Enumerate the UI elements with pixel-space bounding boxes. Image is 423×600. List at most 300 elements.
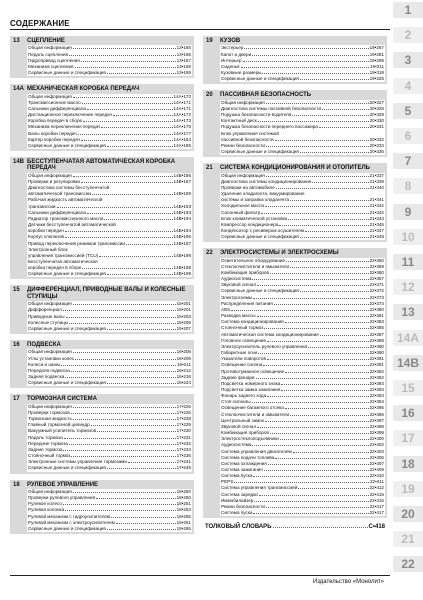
chapter-tab[interactable]: 4 [393,78,423,94]
entry-page-number: 21•342 [369,209,384,215]
entry-page-number: 22•392 [369,374,384,380]
entry-label: Диагностика системы кондиционирования [221,178,312,184]
section-heading [13,395,192,402]
dot-leader [111,517,176,518]
chapter-tab[interactable]: 12 [393,279,423,295]
entry-page-number: 22•393 [369,393,384,399]
chapter-tab[interactable]: 9 [393,204,423,220]
dot-leader [285,408,369,409]
chapter-tab[interactable]: 11 [393,254,423,270]
entry-page-number: 17•231 [176,434,191,440]
entry-page-number: 22•367 [369,276,384,282]
entry-label: Комбинация приборов [221,270,269,275]
dot-leader [285,322,369,323]
entry-label: Углы установки колес [28,355,75,361]
dot-leader [312,182,368,183]
entry-label: Сервисные данные и спецификация [28,325,106,331]
section-number: 20 [206,92,213,99]
dot-leader [92,194,173,195]
entry-label: Радиатор трансмиссионного масла [28,215,104,221]
toc-column-left [10,36,194,571]
glossary-entry[interactable] [203,524,387,530]
dot-leader [273,527,368,528]
entry-page-number: 13•167 [176,57,191,63]
entry-label: Подушка безопасности переднего пассажира [221,124,318,130]
dot-leader [288,219,369,220]
section-entries [27,45,192,76]
entry-page-number: 13•169 [176,70,191,76]
entry-label: Сиденья [221,63,240,69]
entry-label: коробки передач [28,228,64,234]
entry-page-number: 21•343 [369,215,384,221]
toc-section [10,340,194,388]
dot-leader [63,450,175,451]
dot-leader [107,329,176,330]
entry-label: Вакуумный усилитель тормозов [28,428,97,434]
entry-page-number: 14A•185 [173,142,191,148]
entry-label: Картер коробки передач [28,136,80,142]
dot-leader [308,347,369,348]
dot-leader [234,482,369,483]
entry-label: Ремни безопасности [221,503,265,509]
entry-label: Подсветка замка зажигания [221,386,281,392]
section-entries [27,404,192,472]
entry-page-number: 22•392 [369,368,384,374]
dot-leader [280,439,369,440]
dot-leader [107,73,176,74]
entry-label: Сервисные данные и спецификация [28,142,106,148]
chapter-tab[interactable]: 1 [393,2,423,18]
entry-page-number: 22•410 [369,473,384,479]
dot-leader [99,256,172,257]
section-number: 22 [206,250,213,257]
entry-page-number: 17•230 [176,428,191,434]
entry-label: Освещение багажного отсека [221,405,284,411]
entry-label: Звуковой сигнал [221,423,257,429]
toc-section [10,84,194,151]
entry-label: Головное освещение [221,337,267,343]
toc-entry[interactable] [28,526,191,532]
entry-page-number: 22•360 [369,270,384,275]
glossary-label: ТОЛКОВЫЙ СЛОВАРЬ [205,524,272,531]
entry-label: Стояночный тормоз [28,453,71,459]
entry-label: Гидропривод сцепления [28,57,80,63]
entry-label: Сервисные данные и спецификация [28,271,106,277]
chapter-tab[interactable]: 22 [393,556,423,572]
dot-leader [257,316,369,317]
entry-page-number: 21•341 [369,197,384,203]
entry-page-number: 22•359 [369,263,384,269]
entry-page-number: 22•381 [369,313,384,319]
dot-leader [63,504,176,505]
entry-page-number: 20•330 [369,118,384,124]
dot-leader [116,523,176,524]
entry-page-number: 15•205 [176,319,191,325]
toc-entry[interactable] [221,76,384,82]
entry-label: Стеклоочистители и омыватели [221,263,290,269]
entry-page-number: 14B•193 [173,209,191,215]
entry-page-number: 14B•199 [173,271,191,277]
entry-page-number: 22•402 [369,442,384,448]
entry-label: Габаритные огни [221,350,258,356]
entry-label: Колесные ступицы [28,319,69,325]
entry-label: Сервисные данные и спецификация [221,288,299,294]
entry-label: Проверки рулевого управления [28,495,96,501]
entry-label: Подушка безопасности водителя [221,112,292,118]
dot-leader [298,488,368,489]
dot-leader [73,304,176,305]
toc-section [10,285,194,334]
dot-leader [66,317,176,318]
section-number: 14B [13,159,25,165]
entry-page-number: 22•390 [369,350,384,356]
entry-page-number: 17•249 [176,465,191,471]
toc-section [10,480,194,535]
section-entries [27,349,192,386]
toc-section [10,394,194,473]
dot-leader [252,402,369,403]
dot-leader [259,495,369,496]
entry-label: Центральный замок [221,417,264,423]
chapter-tab[interactable]: 20 [393,506,423,522]
dot-leader [290,200,369,201]
entry-label: Общая информация [28,403,72,409]
section-entries [27,301,192,332]
entry-label: Указатели поворотов [221,356,266,362]
chapter-tab[interactable]: 5 [393,103,423,119]
dot-leader [261,213,368,214]
entry-label: Рулевой механизм с гидроусилителем [28,513,111,519]
toc-entry[interactable] [28,70,191,76]
dot-leader [71,413,176,414]
section-title: БЕССТУПЕНЧАТАЯ АВТОМАТИЧЕСКАЯ КОРОБКА ПЕРЕДАЧ [27,159,176,172]
entry-label: Аудиосистема [221,276,252,282]
chapter-tab[interactable]: 6 [393,128,423,144]
table-of-contents [10,36,387,571]
dot-leader [126,244,173,245]
entry-page-number: 22•385 [369,325,384,331]
dot-leader [96,498,176,499]
entry-label: Система зажигания [221,467,263,472]
dot-leader [300,79,369,80]
dot-leader [267,359,369,360]
entry-label: Фонарь заднего хода [221,393,267,399]
entry-page-number: 20•336 [369,149,384,154]
toc-column-right [203,36,387,571]
dot-leader [252,445,368,446]
dot-leader [65,377,175,378]
section-heading [206,91,385,98]
entry-label: Стеклоочистители и омыватели [221,411,290,417]
entry-page-number: 14B•198 [173,265,191,271]
toc-entry[interactable] [221,234,384,240]
dot-leader [253,298,368,299]
entry-label: Рулевая колонка [28,507,65,513]
section-entries [220,258,385,517]
entry-label: пассивной безопасности [221,136,274,142]
toc-entry[interactable] [28,326,191,332]
entry-page-number: 22•372 [369,288,384,294]
entry-page-number: 13•165 [176,51,191,57]
chapter-tab[interactable]: 18 [393,456,423,472]
entry-label: Система управления трансмиссией [221,485,298,491]
toc-entry[interactable] [28,465,191,471]
entry-page-number: 14B•187 [173,178,191,184]
dot-leader [75,359,175,360]
section-number: 16 [13,342,20,349]
section-number: 13 [13,38,20,44]
entry-label: Проверки на автомобиле [221,184,275,190]
page-header [10,14,390,30]
entry-page-number: 14A•171 [173,105,191,111]
dot-leader [107,468,176,469]
chapter-tab[interactable]: 2 [393,27,423,43]
entry-label: Удаление хладагента, вакуумирование [221,191,305,197]
entry-label: Педаль тормоза [28,434,63,440]
entry-page-number: 18•253 [176,507,191,513]
entry-page-number: 15•203 [176,313,191,319]
dot-leader [266,507,369,508]
section-entries [27,489,192,532]
entry-page-number: 21•340 [369,184,384,190]
entry-label: Главный тормозной цилиндр [28,422,90,428]
entry-page-number: 19•299 [369,57,384,63]
entry-label: Капот и двери [221,51,252,57]
entry-label: Задние фонари [221,374,255,380]
page-footer [10,575,390,591]
dot-leader [101,127,172,128]
chapter-tab[interactable]: 19 [393,481,423,497]
dot-leader [281,390,368,391]
chapter-tab[interactable]: 15 [393,380,423,396]
entry-page-number: 18•255 [176,513,191,519]
section-entries [220,100,385,155]
entry-page-number: 21•347 [369,227,384,233]
entry-label: Электронный блок [28,246,68,252]
entry-label: Привод переключения режимов трансмиссии [28,240,125,246]
dot-leader [73,48,176,49]
entry-label: Кузовные размеры [221,70,262,76]
section-entries [220,45,385,82]
dot-leader [71,456,175,457]
chapter-tab[interactable]: 21 [393,531,423,547]
entry-label: Сервисные данные и спецификация [28,70,106,76]
entry-page-number: 14B•194 [173,228,191,234]
dot-leader [82,103,173,104]
entry-label: Общая информация [28,349,72,355]
entry-label: Звуковой сигнал [221,282,257,288]
dot-leader [107,383,176,384]
entry-page-number: 21•339 [369,178,384,184]
dot-leader [244,48,368,49]
dot-leader [71,371,176,372]
entry-page-number: 14A•171 [173,99,191,105]
entry-page-number: 20•332 [369,136,384,142]
entry-label: Общая информация [28,93,72,99]
entry-label: Контактный диск [221,118,257,124]
entry-label: Электроусилитель рулевого управления [221,343,308,349]
dot-leader [61,365,176,366]
dot-leader [107,529,176,530]
entry-label: Сальники дифференциала [28,209,86,215]
dot-leader [265,421,369,422]
entry-page-number: 22•394 [369,399,384,405]
toc-entry[interactable] [221,149,384,155]
dot-leader [97,431,176,432]
entry-page-number: 22•371 [369,282,384,288]
entry-label: Тормозная жидкость [28,416,72,422]
entry-label: Колеса и шины [28,361,61,367]
section-title: КУЗОВ [220,38,241,44]
section-title: РУЛЕВОЕ УПРАВЛЕНИЕ [27,481,99,488]
dot-leader [57,207,173,208]
entry-page-number: 14A•177 [173,130,191,136]
entry-page-number: 16•218 [176,374,191,380]
dot-leader [285,372,368,373]
entry-page-number: 22•390 [369,343,384,349]
entry-page-number: 19•267 [369,45,384,51]
entry-label: Дифференциал [28,307,62,313]
chapter-tab[interactable]: 14A [393,330,423,346]
section-number: 21 [206,165,213,172]
dot-leader [300,237,369,238]
entry-label: Комбинация приборов [221,430,269,436]
entry-page-number: 22•411 [369,479,384,485]
dot-leader [81,182,173,183]
entry-page-number: 14A•184 [173,136,191,142]
dot-leader [69,444,176,445]
entry-page-number: 18•261 [176,519,191,525]
entry-label: Экстерьер [221,45,244,51]
toc-section [10,36,194,78]
dot-leader [274,304,369,305]
dot-leader [281,384,368,385]
toc-entry[interactable] [28,380,191,386]
entry-label: Система пуска [221,510,253,516]
section-title: СЦЕПЛЕНИЕ [27,38,65,44]
entry-label: Аудиосистема [221,442,252,448]
entry-page-number: 20•331 [369,124,384,130]
entry-page-number: 22•407 [369,460,384,466]
entry-label: Электростеклоподъемники [221,436,279,442]
toc-entry[interactable] [28,143,191,149]
entry-page-number: 15•207 [176,325,191,331]
dot-leader [128,462,176,463]
chapter-tab[interactable]: 17 [393,430,423,446]
toc-entry[interactable] [28,271,191,277]
dot-leader [69,55,176,56]
chapter-tab[interactable]: 13 [393,304,423,320]
entry-label: Общая информация [28,172,72,178]
chapter-tab[interactable]: 14B [393,355,423,371]
entry-page-number: 22•403 [369,448,384,454]
chapter-tab[interactable]: 8 [393,178,423,194]
entry-page-number: 22•400 [369,436,384,442]
entry-page-number: 22•393 [369,380,384,386]
section-heading [206,37,385,44]
dot-leader [292,115,368,116]
dot-leader [265,206,368,207]
dot-leader [320,335,369,336]
entry-page-number: 16•209 [176,355,191,361]
entry-page-number: 22•406 [369,454,384,460]
dot-leader [266,103,369,104]
entry-page-number: 14B•186 [173,172,191,178]
entry-label: Механизм переключения передач [28,124,101,130]
entry-label: коробка передач в сборе [28,265,82,271]
toc-section [203,90,387,157]
entry-label: трансмиссии [28,203,56,209]
dot-leader [63,310,176,311]
entry-page-number: 22•417 [369,503,384,509]
chapter-tab[interactable]: 7 [393,153,423,169]
section-title: СИСТЕМА КОНДИЦИОНИРОВАНИЯ И ОТОПИТЕЛЬ [220,165,370,172]
chapter-tab[interactable]: 3 [393,52,423,68]
entry-page-number: 20•333 [369,142,384,148]
entry-label: Передняя подвеска [28,367,70,373]
dot-leader [87,109,173,110]
toc-section [203,163,387,242]
section-number: 15 [13,287,20,294]
entry-label: Система управления двигателем [221,448,292,454]
toc-entry[interactable] [221,510,384,516]
chapter-tab[interactable]: 10 [393,229,423,245]
entry-label: Система подачи топлива [221,454,275,460]
dot-leader [75,67,176,68]
entry-page-number: 22•415 [369,491,384,497]
entry-page-number: 22•373 [369,294,384,300]
dot-leader [322,109,369,110]
entry-label: Распределение питания [221,300,273,306]
entry-page-number: 22•395 [369,405,384,411]
entry-page-number: 20•327 [369,99,384,105]
entry-label: Проверки и регулировки [28,178,80,184]
entry-label: Общая информация [28,301,72,307]
entry-label: Холодильное масло [221,203,265,209]
entry-label: Электронные системы управления тормозами [28,459,127,465]
dot-leader [254,501,368,502]
dot-leader [65,237,173,238]
entry-label: Иммобилайзер [221,497,254,503]
entry-page-number: 14A•176 [173,124,191,130]
entry-label: Сальники дифференциала [28,105,86,111]
chapter-tab[interactable]: 16 [393,405,423,421]
section-number: 19 [206,38,213,44]
entry-page-number: 17•232 [176,440,191,446]
entry-label: Трансмиссионное масло [28,99,81,105]
entry-label: Система кондиционирования [221,319,284,325]
entry-page-number: 17•226 [176,403,191,409]
dot-leader [83,121,172,122]
entry-page-number: 22•387 [369,331,384,337]
dot-leader [290,415,369,416]
entry-label: Сервисные данные и спецификация [28,465,106,471]
entry-page-number: 22•391 [369,362,384,368]
entry-label: Сервисные данные и спецификация [28,380,106,386]
entry-page-number: 22•383 [369,319,384,325]
section-title: ДИФФЕРЕНЦИАЛ, ПРИВОДНЫЕ ВАЛЫ И КОЛЕСНЫЕ СТУПИЦЫ [27,287,186,300]
entry-page-number: 17•236 [176,453,191,459]
entry-page-number: 17•234 [176,446,191,452]
entry-page-number: 19•311 [369,63,384,69]
dot-leader [73,419,176,420]
dot-leader [262,73,368,74]
entry-label: Электросхемы [221,294,253,300]
dot-leader [69,323,176,324]
dot-leader [78,134,173,135]
dot-leader [293,452,369,453]
dot-leader [286,261,369,262]
